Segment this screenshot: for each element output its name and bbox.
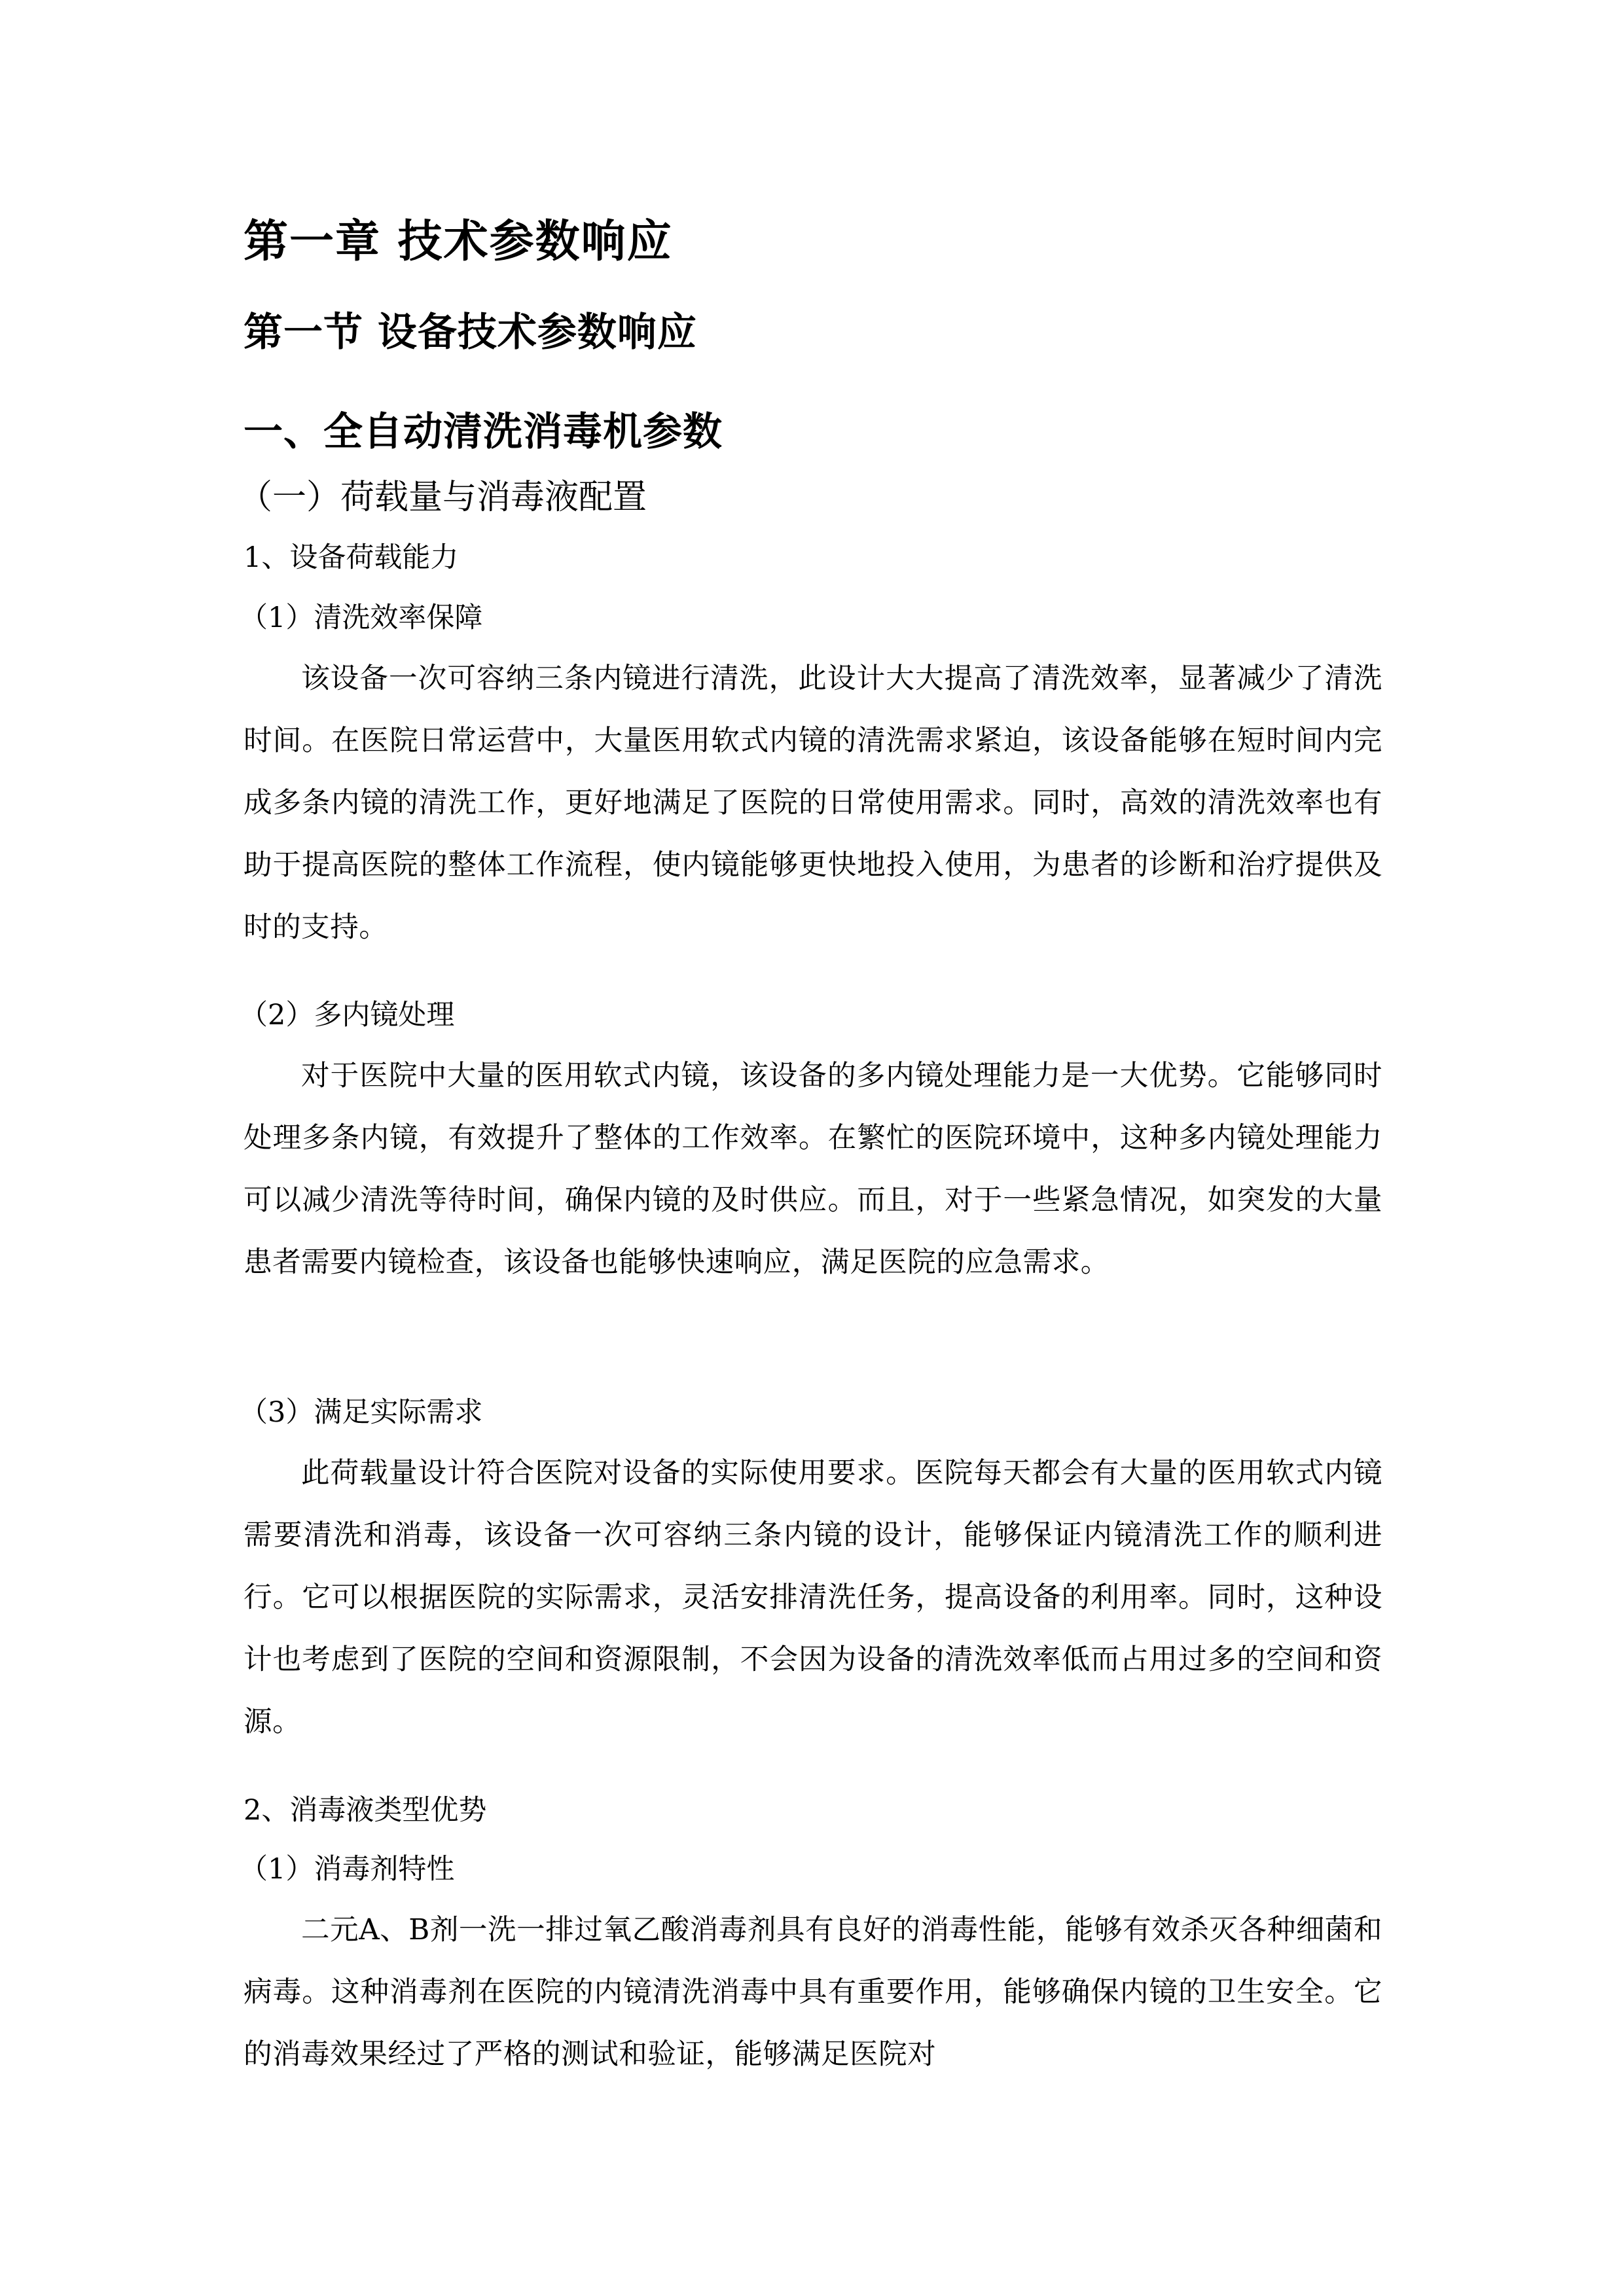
paragraph-disinfectant-properties: 二元A、B剂一洗一排过氧乙酸消毒剂具有良好的消毒性能，能够有效杀灭各种细菌和病毒。这种消毒剂在医院的内镜清洗消毒中具有重要作用，能够确保内镜的卫生安全。它的消毒效果经过了严格的测试和验证，能够满足医院对 [244, 1914, 1382, 2071]
part-title: 一、全自动清洗消毒机参数 [244, 409, 723, 455]
paragraph-multi-endoscope: 对于医院中大量的医用软式内镜，该设备的多内镜处理能力是一大优势。它能够同时处理多条内镜，有效提升了整体的工作效率。在繁忙的医院环境中，这种多内镜处理能力可以减少清洗等待时间，确保内镜的及时供应。而且，对于一些紧急情况，如突发的大量患者需要内镜检查，该设备也能够快速响应，满足医院的应急需求。 [244, 1060, 1382, 1279]
subpart-title: （一）荷载量与消毒液配置 [238, 478, 647, 517]
subsection-heading-2-1: （1）消毒剂特性 [240, 1853, 455, 1886]
subsection-heading-1-1: （1）清洗效率保障 [240, 601, 483, 634]
subsection-heading-1-3: （3）满足实际需求 [240, 1396, 483, 1429]
chapter-title: 第一章 技术参数响应 [244, 216, 673, 268]
subsection-heading-1-2: （2）多内镜处理 [240, 999, 455, 1031]
section-title: 第一节 设备技术参数响应 [244, 310, 697, 355]
paragraph-cleaning-efficiency: 该设备一次可容纳三条内镜进行清洗，此设计大大提高了清洗效率，显著减少了清洗时间。在医院日常运营中，大量医用软式内镜的清洗需求紧迫，该设备能够在短时间内完成多条内镜的清洗工作，更好地满足了医院的日常使用需求。同时，高效的清洗效率也有助于提高医院的整体工作流程，使内镜能够更快地投入使用，为患者的诊断和治疗提供及时的支持。 [244, 662, 1382, 944]
item-heading-1: 1、设备荷载能力 [244, 541, 459, 574]
item-heading-2: 2、消毒液类型优势 [244, 1794, 487, 1827]
paragraph-actual-needs: 此荷载量设计符合医院对设备的实际使用要求。医院每天都会有大量的医用软式内镜需要清洗和消毒，该设备一次可容纳三条内镜的设计，能够保证内镜清洗工作的顺利进行。它可以根据医院的实际需求，灵活安排清洗任务，提高设备的利用率。同时，这种设计也考虑到了医院的空间和资源限制，不会因为设备的清洗效率低而占用过多的空间和资源。 [244, 1457, 1382, 1738]
